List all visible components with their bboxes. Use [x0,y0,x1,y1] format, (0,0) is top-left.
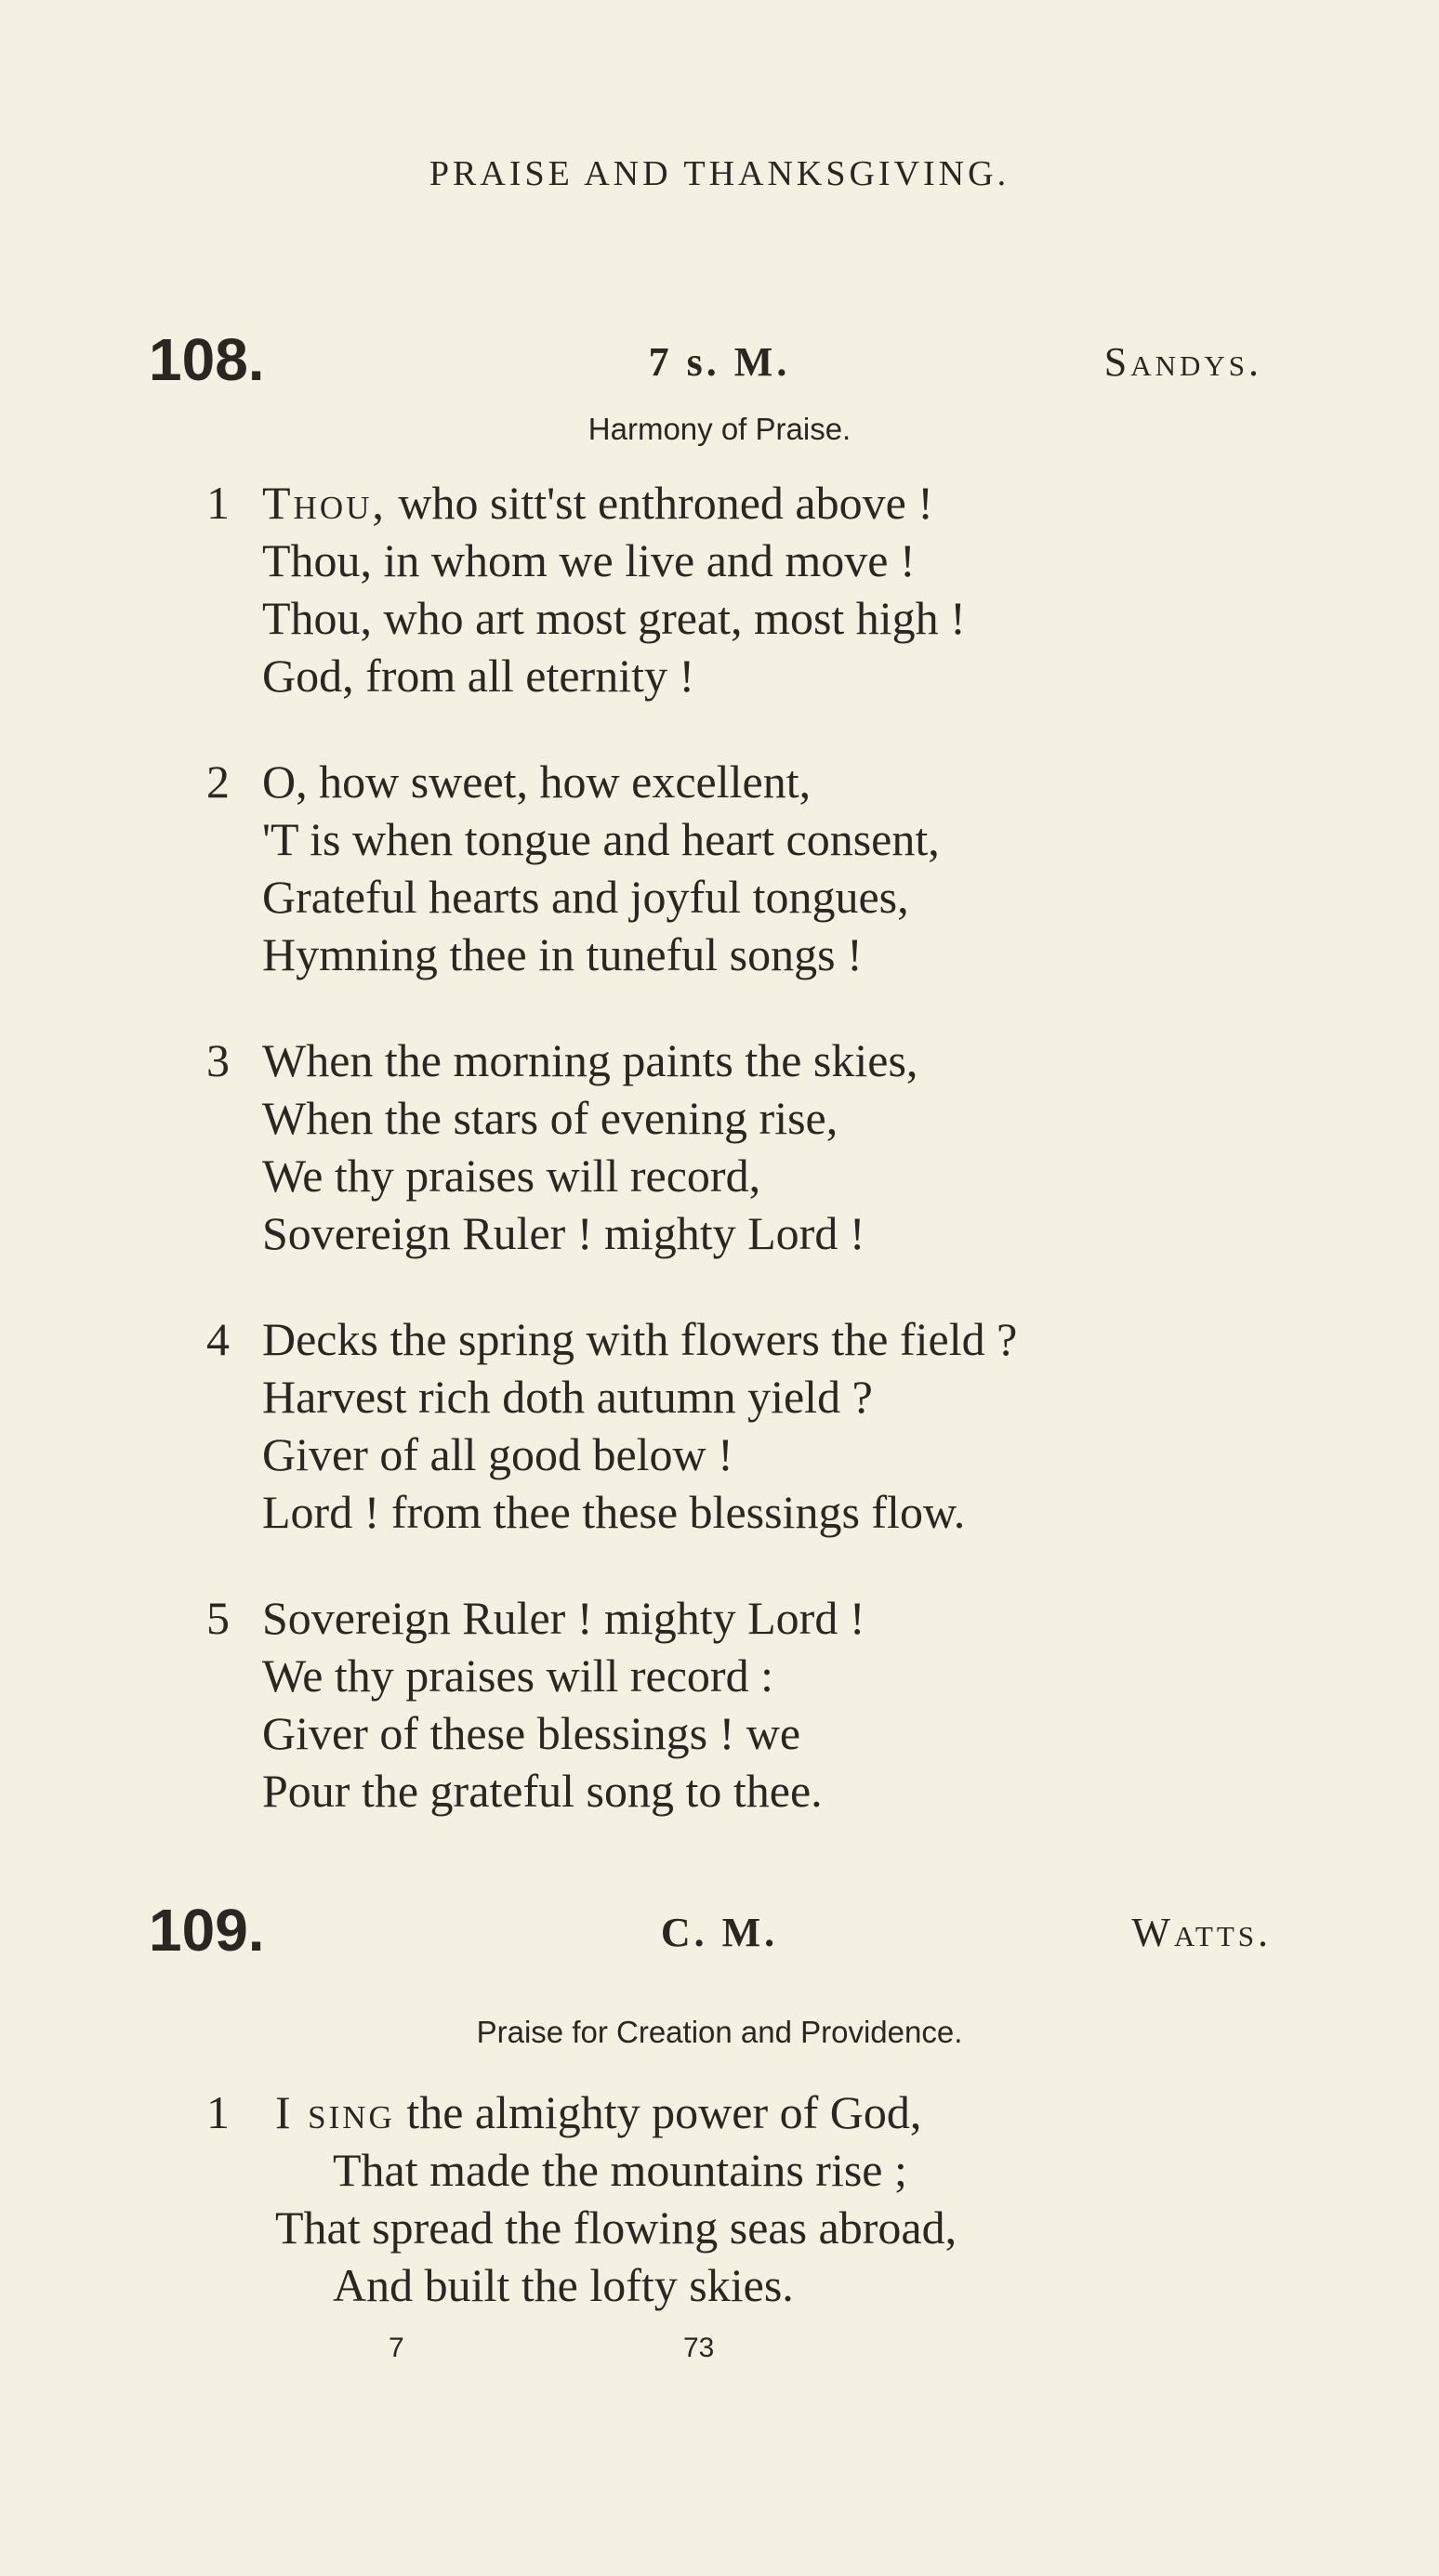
verse-number: 2 [206,756,230,808]
page-number: 73 [683,2333,715,2363]
verse-line: 'T is when tongue and heart consent, [262,813,940,865]
verse-line: 3 When the morning paints the skies, [0,1032,1439,1089]
page-footer [0,2333,1439,2370]
verse-line: When the stars of evening rise, [262,1092,838,1144]
verse-1 [0,2083,1439,2314]
verse-number: 1 [206,2086,230,2138]
hymn-author: Sandys. [1103,339,1262,385]
verse-line: 5 Sovereign Ruler ! mighty Lord ! [0,1589,1439,1647]
verse-line: Hymning thee in tuneful songs ! [262,928,863,980]
verse-line: Giver of these blessings ! we [262,1707,801,1759]
verse-line: We thy praises will record, [262,1150,761,1202]
verse-first-word: I sing [275,2086,395,2138]
signature-mark: 7 [389,2333,404,2363]
verse-number: 1 [206,477,230,529]
verse-line: Grateful hearts and joyful tongues, [262,871,909,923]
verse-line: Harvest rich doth autumn yield ? [262,1371,873,1423]
verse-line: And built the lofty skies. [333,2259,794,2311]
hymn-subtitle: Praise for Creation and Providence. [476,2015,963,2049]
running-head: PRAISE AND THANKSGIVING. [429,154,1010,193]
hymn-number: 108. [149,326,265,393]
verse-line: That spread the flowing seas abroad, [275,2201,957,2254]
verse-line: Lord ! from thee these blessings flow. [262,1486,966,1538]
verse-3 [0,1032,1439,1262]
verse-line: Giver of all good below ! [262,1428,733,1480]
verse-line [0,2083,1439,2141]
verse-line: Thou, in whom we live and move ! [262,534,916,586]
verse-line: God, from all eternity ! [262,650,695,702]
hymn-109-header [0,1896,1439,1970]
verse-5 [0,1589,1439,1820]
verse-number: 4 [206,1313,230,1365]
hymn-number: 109. [149,1897,265,1964]
hymn-author: Watts. [1131,1910,1272,1955]
hymn-108-header [0,325,1439,400]
hymn-meter: C. M. [660,1910,779,1955]
verse-line: That made the mountains rise ; [333,2144,907,2196]
verse-line: Pour the grateful song to thee. [262,1765,823,1817]
hymn-subtitle: Harmony of Praise. [587,412,852,446]
verse-4 [0,1310,1439,1541]
verse-line-text: the almighty power of God, [406,2086,922,2138]
verse-line: 2 O, how sweet, how excellent, [0,753,1439,810]
verse-number: 3 [206,1034,230,1086]
verse-2 [0,753,1439,983]
verse-line: Sovereign Ruler ! mighty Lord ! [262,1207,865,1259]
verse-number: 5 [206,1592,230,1644]
verse-1 [0,474,1439,704]
verse-line-text: who sitt'st enthroned above ! [398,477,933,529]
verse-line [0,474,1439,532]
verse-line: Thou, who art most great, most high ! [262,592,966,644]
verse-first-word: Thou, [262,477,387,529]
verse-line: 4 Decks the spring with flowers the field ? [0,1310,1439,1368]
verse-line: We thy praises will record : [262,1649,773,1702]
hymn-meter: 7 s. M. [648,339,791,385]
